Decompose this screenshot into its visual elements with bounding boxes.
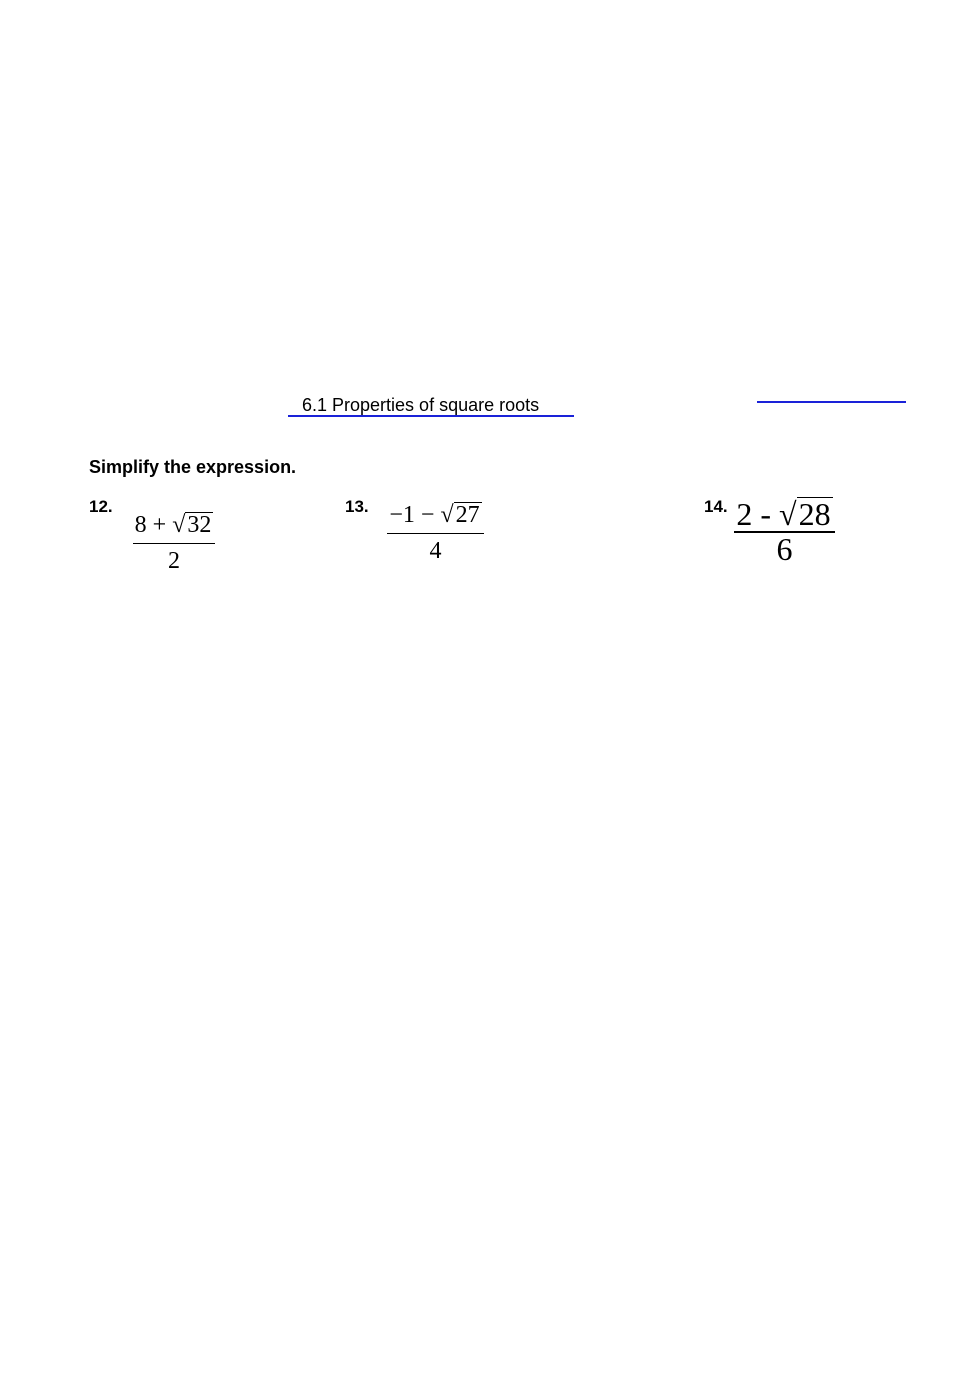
denominator: 6	[776, 531, 793, 567]
radical-icon: √	[172, 512, 186, 538]
fraction-expression	[387, 497, 484, 564]
problem-number: 14.	[704, 497, 728, 516]
instructions: Simplify the expression.	[89, 457, 297, 477]
numerator-lead: −1 −	[389, 502, 441, 528]
title-underline	[288, 415, 574, 417]
numerator	[387, 497, 484, 533]
radicand: 27	[455, 502, 480, 528]
numerator	[734, 493, 835, 531]
fraction-expression	[133, 507, 215, 574]
radicand: 32	[187, 512, 212, 538]
worksheet-title: 6.1 Properties of square roots	[302, 395, 540, 415]
name-answer-line	[757, 401, 906, 403]
numerator	[133, 507, 215, 543]
denominator: 2	[168, 548, 180, 574]
problem-number: 13.	[345, 497, 369, 516]
radicand: 28	[798, 496, 831, 532]
radical-icon: √	[440, 502, 454, 528]
problem-number: 12.	[89, 497, 113, 516]
numerator-lead: 8 +	[134, 512, 173, 538]
denominator: 4	[429, 538, 442, 564]
fraction-expression	[734, 493, 835, 565]
numerator-lead: 2 -	[736, 496, 780, 532]
radical-icon: √	[779, 496, 797, 532]
